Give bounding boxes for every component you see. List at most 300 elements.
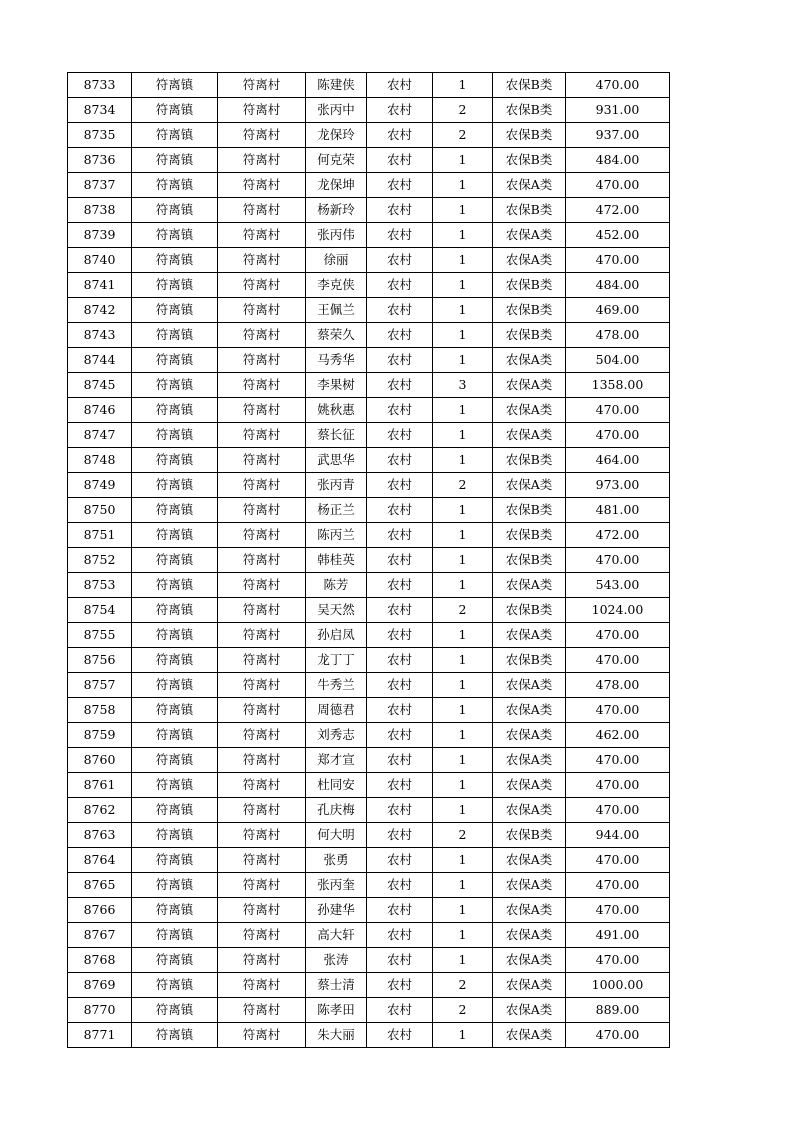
cell-serial-number: 8738 [68, 198, 132, 223]
cell-household-count: 1 [433, 498, 493, 523]
cell-area-type: 农村 [367, 298, 433, 323]
cell-amount: 484.00 [566, 148, 670, 173]
cell-household-count: 2 [433, 998, 493, 1023]
cell-town: 符离镇 [132, 673, 218, 698]
cell-amount: 452.00 [566, 223, 670, 248]
cell-village: 符离村 [218, 473, 306, 498]
cell-amount: 470.00 [566, 173, 670, 198]
table-row [68, 523, 670, 548]
cell-household-count: 1 [433, 773, 493, 798]
cell-town: 符离镇 [132, 323, 218, 348]
cell-amount: 1358.00 [566, 373, 670, 398]
table-row [68, 573, 670, 598]
cell-town: 符离镇 [132, 73, 218, 98]
cell-name: 陈孝田 [306, 998, 367, 1023]
cell-village: 符离村 [218, 648, 306, 673]
cell-household-count: 1 [433, 348, 493, 373]
cell-serial-number: 8755 [68, 623, 132, 648]
cell-serial-number: 8759 [68, 723, 132, 748]
cell-area-type: 农村 [367, 273, 433, 298]
cell-town: 符离镇 [132, 348, 218, 373]
table-row [68, 198, 670, 223]
cell-serial-number: 8767 [68, 923, 132, 948]
cell-insurance-category: 农保B类 [493, 448, 566, 473]
cell-town: 符离镇 [132, 748, 218, 773]
cell-village: 符离村 [218, 773, 306, 798]
cell-village: 符离村 [218, 723, 306, 748]
cell-insurance-category: 农保B类 [493, 273, 566, 298]
cell-area-type: 农村 [367, 73, 433, 98]
cell-serial-number: 8749 [68, 473, 132, 498]
table-row [68, 673, 670, 698]
cell-insurance-category: 农保B类 [493, 298, 566, 323]
cell-area-type: 农村 [367, 848, 433, 873]
cell-town: 符离镇 [132, 398, 218, 423]
cell-town: 符离镇 [132, 698, 218, 723]
cell-area-type: 农村 [367, 948, 433, 973]
cell-name: 蔡士清 [306, 973, 367, 998]
table-row [68, 948, 670, 973]
cell-town: 符离镇 [132, 448, 218, 473]
cell-insurance-category: 农保B类 [493, 198, 566, 223]
cell-serial-number: 8757 [68, 673, 132, 698]
cell-insurance-category: 农保B类 [493, 823, 566, 848]
cell-name: 武思华 [306, 448, 367, 473]
cell-amount: 470.00 [566, 423, 670, 448]
cell-serial-number: 8762 [68, 798, 132, 823]
roster-body [68, 73, 670, 1048]
cell-household-count: 1 [433, 448, 493, 473]
cell-serial-number: 8744 [68, 348, 132, 373]
cell-area-type: 农村 [367, 998, 433, 1023]
cell-insurance-category: 农保B类 [493, 98, 566, 123]
cell-household-count: 2 [433, 598, 493, 623]
cell-area-type: 农村 [367, 698, 433, 723]
cell-area-type: 农村 [367, 923, 433, 948]
cell-insurance-category: 农保A类 [493, 673, 566, 698]
cell-serial-number: 8737 [68, 173, 132, 198]
cell-village: 符离村 [218, 173, 306, 198]
cell-town: 符离镇 [132, 823, 218, 848]
cell-serial-number: 8770 [68, 998, 132, 1023]
cell-village: 符离村 [218, 323, 306, 348]
cell-town: 符离镇 [132, 298, 218, 323]
cell-insurance-category: 农保B类 [493, 123, 566, 148]
cell-insurance-category: 农保A类 [493, 798, 566, 823]
cell-town: 符离镇 [132, 148, 218, 173]
cell-household-count: 1 [433, 723, 493, 748]
cell-household-count: 3 [433, 373, 493, 398]
table-row [68, 173, 670, 198]
table-row [68, 623, 670, 648]
cell-insurance-category: 农保A类 [493, 398, 566, 423]
table-row [68, 923, 670, 948]
cell-amount: 470.00 [566, 398, 670, 423]
cell-area-type: 农村 [367, 473, 433, 498]
table-row [68, 248, 670, 273]
cell-serial-number: 8740 [68, 248, 132, 273]
cell-area-type: 农村 [367, 723, 433, 748]
cell-insurance-category: 农保A类 [493, 898, 566, 923]
cell-town: 符离镇 [132, 623, 218, 648]
cell-area-type: 农村 [367, 898, 433, 923]
table-row [68, 223, 670, 248]
table-row [68, 498, 670, 523]
cell-area-type: 农村 [367, 648, 433, 673]
cell-name: 张丙青 [306, 473, 367, 498]
cell-insurance-category: 农保B类 [493, 598, 566, 623]
cell-household-count: 1 [433, 798, 493, 823]
cell-area-type: 农村 [367, 873, 433, 898]
cell-name: 张丙奎 [306, 873, 367, 898]
cell-town: 符离镇 [132, 98, 218, 123]
cell-amount: 470.00 [566, 73, 670, 98]
cell-amount: 481.00 [566, 498, 670, 523]
table-row [68, 148, 670, 173]
cell-town: 符离镇 [132, 648, 218, 673]
table-row [68, 773, 670, 798]
cell-area-type: 农村 [367, 598, 433, 623]
cell-household-count: 2 [433, 973, 493, 998]
cell-serial-number: 8748 [68, 448, 132, 473]
cell-name: 李克侠 [306, 273, 367, 298]
cell-amount: 470.00 [566, 248, 670, 273]
cell-name: 刘秀志 [306, 723, 367, 748]
cell-town: 符离镇 [132, 1023, 218, 1048]
table-row [68, 448, 670, 473]
cell-area-type: 农村 [367, 423, 433, 448]
cell-name: 张丙中 [306, 98, 367, 123]
cell-insurance-category: 农保B类 [493, 648, 566, 673]
cell-village: 符离村 [218, 698, 306, 723]
cell-serial-number: 8741 [68, 273, 132, 298]
cell-amount: 478.00 [566, 323, 670, 348]
cell-area-type: 农村 [367, 173, 433, 198]
cell-name: 何克荣 [306, 148, 367, 173]
table-row [68, 723, 670, 748]
table-row [68, 98, 670, 123]
cell-village: 符离村 [218, 348, 306, 373]
cell-amount: 470.00 [566, 798, 670, 823]
cell-household-count: 1 [433, 1023, 493, 1048]
cell-serial-number: 8746 [68, 398, 132, 423]
cell-village: 符离村 [218, 673, 306, 698]
cell-area-type: 农村 [367, 98, 433, 123]
cell-household-count: 1 [433, 73, 493, 98]
cell-name: 朱大丽 [306, 1023, 367, 1048]
cell-household-count: 2 [433, 473, 493, 498]
table-row [68, 298, 670, 323]
cell-serial-number: 8763 [68, 823, 132, 848]
cell-amount: 470.00 [566, 1023, 670, 1048]
cell-amount: 937.00 [566, 123, 670, 148]
cell-household-count: 2 [433, 823, 493, 848]
cell-name: 王佩兰 [306, 298, 367, 323]
table-row [68, 648, 670, 673]
cell-town: 符离镇 [132, 598, 218, 623]
cell-town: 符离镇 [132, 548, 218, 573]
table-row [68, 848, 670, 873]
cell-village: 符离村 [218, 223, 306, 248]
cell-area-type: 农村 [367, 623, 433, 648]
cell-village: 符离村 [218, 248, 306, 273]
cell-serial-number: 8736 [68, 148, 132, 173]
cell-town: 符离镇 [132, 723, 218, 748]
cell-insurance-category: 农保A类 [493, 223, 566, 248]
cell-household-count: 2 [433, 123, 493, 148]
cell-town: 符离镇 [132, 948, 218, 973]
cell-village: 符离村 [218, 198, 306, 223]
cell-village: 符离村 [218, 98, 306, 123]
cell-amount: 470.00 [566, 648, 670, 673]
cell-name: 龙保坤 [306, 173, 367, 198]
cell-town: 符离镇 [132, 223, 218, 248]
cell-serial-number: 8766 [68, 898, 132, 923]
cell-village: 符离村 [218, 873, 306, 898]
cell-insurance-category: 农保A类 [493, 848, 566, 873]
cell-serial-number: 8747 [68, 423, 132, 448]
cell-village: 符离村 [218, 148, 306, 173]
cell-amount: 484.00 [566, 273, 670, 298]
cell-town: 符离镇 [132, 248, 218, 273]
cell-village: 符离村 [218, 948, 306, 973]
table-row [68, 898, 670, 923]
cell-town: 符离镇 [132, 198, 218, 223]
cell-town: 符离镇 [132, 848, 218, 873]
cell-serial-number: 8750 [68, 498, 132, 523]
cell-town: 符离镇 [132, 973, 218, 998]
cell-household-count: 1 [433, 423, 493, 448]
cell-town: 符离镇 [132, 773, 218, 798]
cell-serial-number: 8745 [68, 373, 132, 398]
cell-insurance-category: 农保A类 [493, 698, 566, 723]
cell-household-count: 1 [433, 223, 493, 248]
cell-village: 符离村 [218, 923, 306, 948]
cell-insurance-category: 农保A类 [493, 998, 566, 1023]
cell-amount: 470.00 [566, 698, 670, 723]
cell-serial-number: 8756 [68, 648, 132, 673]
table-row [68, 348, 670, 373]
cell-town: 符离镇 [132, 423, 218, 448]
cell-name: 陈建侠 [306, 73, 367, 98]
cell-amount: 889.00 [566, 998, 670, 1023]
cell-village: 符离村 [218, 748, 306, 773]
cell-area-type: 农村 [367, 348, 433, 373]
cell-household-count: 1 [433, 673, 493, 698]
cell-insurance-category: 农保B类 [493, 73, 566, 98]
cell-insurance-category: 农保B类 [493, 548, 566, 573]
cell-name: 何大明 [306, 823, 367, 848]
cell-area-type: 农村 [367, 373, 433, 398]
table-row [68, 273, 670, 298]
cell-household-count: 1 [433, 648, 493, 673]
cell-area-type: 农村 [367, 748, 433, 773]
cell-area-type: 农村 [367, 323, 433, 348]
cell-name: 郑才宣 [306, 748, 367, 773]
table-row [68, 123, 670, 148]
cell-area-type: 农村 [367, 548, 433, 573]
cell-village: 符离村 [218, 798, 306, 823]
cell-area-type: 农村 [367, 523, 433, 548]
cell-village: 符离村 [218, 448, 306, 473]
cell-household-count: 1 [433, 923, 493, 948]
cell-insurance-category: 农保A类 [493, 623, 566, 648]
cell-insurance-category: 农保A类 [493, 1023, 566, 1048]
cell-name: 蔡荣久 [306, 323, 367, 348]
cell-village: 符离村 [218, 373, 306, 398]
cell-name: 韩桂英 [306, 548, 367, 573]
cell-area-type: 农村 [367, 248, 433, 273]
cell-area-type: 农村 [367, 123, 433, 148]
cell-area-type: 农村 [367, 498, 433, 523]
cell-amount: 462.00 [566, 723, 670, 748]
cell-name: 杜同安 [306, 773, 367, 798]
cell-area-type: 农村 [367, 573, 433, 598]
cell-serial-number: 8758 [68, 698, 132, 723]
table-row [68, 73, 670, 98]
cell-village: 符离村 [218, 973, 306, 998]
cell-insurance-category: 农保A类 [493, 248, 566, 273]
cell-amount: 464.00 [566, 448, 670, 473]
cell-village: 符离村 [218, 1023, 306, 1048]
cell-name: 张勇 [306, 848, 367, 873]
cell-amount: 472.00 [566, 523, 670, 548]
cell-amount: 931.00 [566, 98, 670, 123]
table-row [68, 973, 670, 998]
cell-amount: 470.00 [566, 773, 670, 798]
cell-area-type: 农村 [367, 823, 433, 848]
cell-insurance-category: 农保A类 [493, 348, 566, 373]
cell-town: 符离镇 [132, 498, 218, 523]
cell-area-type: 农村 [367, 198, 433, 223]
cell-household-count: 1 [433, 523, 493, 548]
cell-amount: 1000.00 [566, 973, 670, 998]
table-row [68, 598, 670, 623]
cell-amount: 944.00 [566, 823, 670, 848]
cell-household-count: 1 [433, 248, 493, 273]
cell-amount: 543.00 [566, 573, 670, 598]
cell-village: 符离村 [218, 598, 306, 623]
cell-serial-number: 8735 [68, 123, 132, 148]
cell-name: 徐丽 [306, 248, 367, 273]
cell-village: 符离村 [218, 823, 306, 848]
cell-insurance-category: 农保A类 [493, 173, 566, 198]
cell-area-type: 农村 [367, 1023, 433, 1048]
cell-amount: 1024.00 [566, 598, 670, 623]
table-row [68, 1023, 670, 1048]
cell-village: 符离村 [218, 423, 306, 448]
cell-serial-number: 8743 [68, 323, 132, 348]
cell-amount: 470.00 [566, 873, 670, 898]
cell-village: 符离村 [218, 523, 306, 548]
cell-household-count: 1 [433, 298, 493, 323]
cell-household-count: 1 [433, 898, 493, 923]
cell-village: 符离村 [218, 123, 306, 148]
table-row [68, 998, 670, 1023]
cell-serial-number: 8751 [68, 523, 132, 548]
cell-village: 符离村 [218, 398, 306, 423]
cell-insurance-category: 农保A类 [493, 723, 566, 748]
cell-village: 符离村 [218, 273, 306, 298]
table-row [68, 373, 670, 398]
cell-insurance-category: 农保A类 [493, 748, 566, 773]
cell-amount: 470.00 [566, 548, 670, 573]
cell-area-type: 农村 [367, 773, 433, 798]
cell-name: 孙建华 [306, 898, 367, 923]
cell-household-count: 1 [433, 573, 493, 598]
cell-amount: 470.00 [566, 948, 670, 973]
cell-village: 符离村 [218, 73, 306, 98]
cell-town: 符离镇 [132, 873, 218, 898]
table-row [68, 548, 670, 573]
cell-amount: 973.00 [566, 473, 670, 498]
cell-amount: 469.00 [566, 298, 670, 323]
cell-insurance-category: 农保A类 [493, 473, 566, 498]
cell-household-count: 1 [433, 948, 493, 973]
cell-village: 符离村 [218, 498, 306, 523]
cell-insurance-category: 农保A类 [493, 923, 566, 948]
cell-serial-number: 8752 [68, 548, 132, 573]
cell-town: 符离镇 [132, 998, 218, 1023]
cell-amount: 504.00 [566, 348, 670, 373]
cell-household-count: 1 [433, 148, 493, 173]
cell-area-type: 农村 [367, 673, 433, 698]
table-row [68, 748, 670, 773]
cell-household-count: 1 [433, 198, 493, 223]
cell-insurance-category: 农保B类 [493, 523, 566, 548]
cell-name: 孙启凤 [306, 623, 367, 648]
cell-serial-number: 8768 [68, 948, 132, 973]
cell-household-count: 1 [433, 848, 493, 873]
cell-town: 符离镇 [132, 273, 218, 298]
cell-area-type: 农村 [367, 973, 433, 998]
cell-name: 孔庆梅 [306, 798, 367, 823]
cell-amount: 478.00 [566, 673, 670, 698]
cell-name: 张丙伟 [306, 223, 367, 248]
cell-name: 龙丁丁 [306, 648, 367, 673]
roster-table [67, 72, 670, 1048]
cell-serial-number: 8769 [68, 973, 132, 998]
cell-village: 符离村 [218, 998, 306, 1023]
cell-amount: 472.00 [566, 198, 670, 223]
cell-amount: 470.00 [566, 748, 670, 773]
cell-serial-number: 8733 [68, 73, 132, 98]
table-row [68, 423, 670, 448]
cell-village: 符离村 [218, 298, 306, 323]
table-row [68, 398, 670, 423]
cell-insurance-category: 农保A类 [493, 573, 566, 598]
cell-serial-number: 8764 [68, 848, 132, 873]
cell-household-count: 1 [433, 873, 493, 898]
cell-serial-number: 8753 [68, 573, 132, 598]
cell-name: 马秀华 [306, 348, 367, 373]
cell-serial-number: 8765 [68, 873, 132, 898]
cell-village: 符离村 [218, 848, 306, 873]
cell-name: 李果树 [306, 373, 367, 398]
cell-village: 符离村 [218, 548, 306, 573]
cell-household-count: 1 [433, 698, 493, 723]
cell-insurance-category: 农保A类 [493, 873, 566, 898]
table-row [68, 798, 670, 823]
cell-serial-number: 8761 [68, 773, 132, 798]
cell-insurance-category: 农保A类 [493, 423, 566, 448]
cell-name: 杨正兰 [306, 498, 367, 523]
cell-insurance-category: 农保A类 [493, 973, 566, 998]
cell-insurance-category: 农保A类 [493, 773, 566, 798]
cell-name: 龙保玲 [306, 123, 367, 148]
cell-household-count: 1 [433, 398, 493, 423]
cell-serial-number: 8754 [68, 598, 132, 623]
